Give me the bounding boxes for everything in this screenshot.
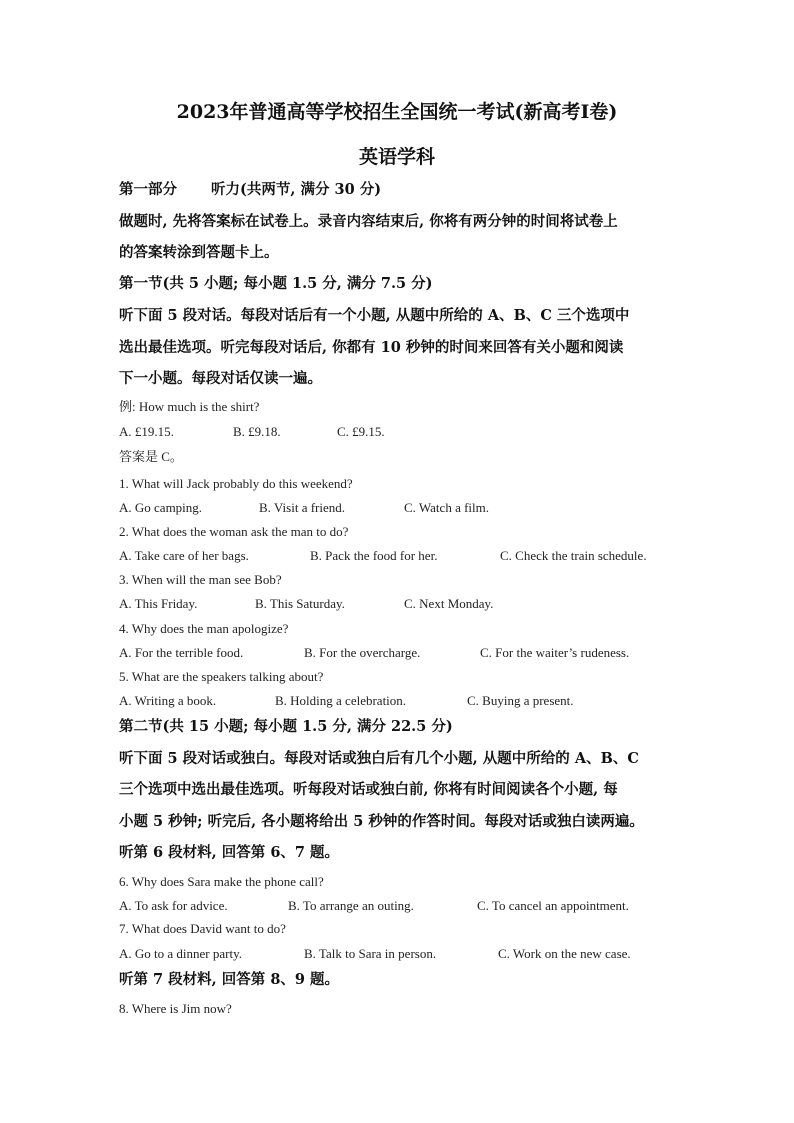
- question-6: 6. Why does Sara make the phone call?: [119, 874, 324, 889]
- example-option-b: B. £9.18.: [233, 424, 281, 439]
- q1-option-a: A. Go camping.: [119, 500, 203, 515]
- q5-option-a: A. Writing a book.: [119, 693, 217, 708]
- q7-option-a: A. Go to a dinner party.: [119, 946, 242, 961]
- question-7: 7. What does David want to do?: [119, 921, 286, 936]
- section1-instruction-line: 选出最佳选项。听完每段对话后, 你都有 10 秒钟的时间来回答有关小题和阅读: [119, 339, 624, 356]
- q7-option-c: C. Work on the new case.: [498, 946, 631, 961]
- q6-option-b: B. To arrange an outing.: [288, 898, 414, 913]
- example-question: 例: How much is the shirt?: [119, 399, 260, 414]
- section1-instruction-line: 听下面 5 段对话。每段对话后有一个小题, 从题中所给的 A、B、C 三个选项中: [119, 307, 630, 324]
- q6-option-a: A. To ask for advice.: [119, 898, 228, 913]
- part1-instruction-line: 做题时, 先将答案标在试卷上。录音内容结束后, 你将有两分钟的时间将试卷上: [119, 213, 618, 230]
- question-3: 3. When will the man see Bob?: [119, 572, 282, 587]
- part1-heading: [119, 180, 381, 200]
- part1-label: 第一部分: [119, 181, 177, 198]
- section1-instruction-line: 下一小题。每段对话仅读一遍。: [119, 370, 322, 387]
- question-2: 2. What does the woman ask the man to do?: [119, 524, 349, 539]
- q4-option-a: A. For the terrible food.: [119, 645, 244, 660]
- q2-option-a: A. Take care of her bags.: [119, 548, 249, 563]
- section2-instruction-line: 三个选项中选出最佳选项。听每段对话或独白前, 你将有时间阅读各个小题, 每: [119, 781, 618, 798]
- q7-option-b: B. Talk to Sara in person.: [304, 946, 437, 961]
- question-4: 4. Why does the man apologize?: [119, 621, 289, 636]
- q3-option-a: A. This Friday.: [119, 596, 198, 611]
- q4-option-c: C. For the waiter’s rudeness.: [480, 645, 630, 660]
- q1-option-b: B. Visit a friend.: [259, 500, 345, 515]
- example-answer: 答案是 C。: [119, 449, 183, 464]
- example-option-c: C. £9.15.: [337, 424, 385, 439]
- q1-option-c: C. Watch a film.: [404, 500, 490, 515]
- section2-instruction-line: 小题 5 秒钟; 听完后, 各小题将给出 5 秒钟的作答时间。每段对话或独白读两遍。: [119, 813, 644, 830]
- material-6-heading: 听第 6 段材料, 回答第 6、7 题。: [119, 844, 340, 861]
- q6-option-c: C. To cancel an appointment.: [477, 898, 629, 913]
- q2-option-b: B. Pack the food for her.: [310, 548, 438, 563]
- question-5: 5. What are the speakers talking about?: [119, 669, 324, 684]
- q5-option-c: C. Buying a present.: [467, 693, 574, 708]
- subject-title: 英语学科: [358, 146, 435, 168]
- material-7-heading: 听第 7 段材料, 回答第 8、9 题。: [119, 971, 340, 988]
- exam-title: 2023年普通高等学校招生全国统一考试(新高考Ⅰ卷): [176, 101, 618, 123]
- q4-option-b: B. For the overcharge.: [304, 645, 421, 660]
- question-1: 1. What will Jack probably do this weekend?: [119, 476, 353, 491]
- section2-heading: 第二节(共 15 小题; 每小题 1.5 分, 满分 22.5 分): [119, 718, 453, 735]
- q2-option-c: C. Check the train schedule.: [500, 548, 647, 563]
- question-8: 8. Where is Jim now?: [119, 1001, 232, 1016]
- q3-option-c: C. Next Monday.: [404, 596, 494, 611]
- section2-instruction-line: 听下面 5 段对话或独白。每段对话或独白后有几个小题, 从题中所给的 A、B、C: [119, 750, 639, 767]
- q3-option-b: B. This Saturday.: [255, 596, 345, 611]
- example-option-a: A. £19.15.: [119, 424, 174, 439]
- section1-heading: 第一节(共 5 小题; 每小题 1.5 分, 满分 7.5 分): [119, 275, 433, 292]
- q5-option-b: B. Holding a celebration.: [275, 693, 407, 708]
- part1-text: 听力(共两节, 满分 30 分): [211, 181, 382, 198]
- part1-instruction-line: 的答案转涂到答题卡上。: [119, 244, 279, 261]
